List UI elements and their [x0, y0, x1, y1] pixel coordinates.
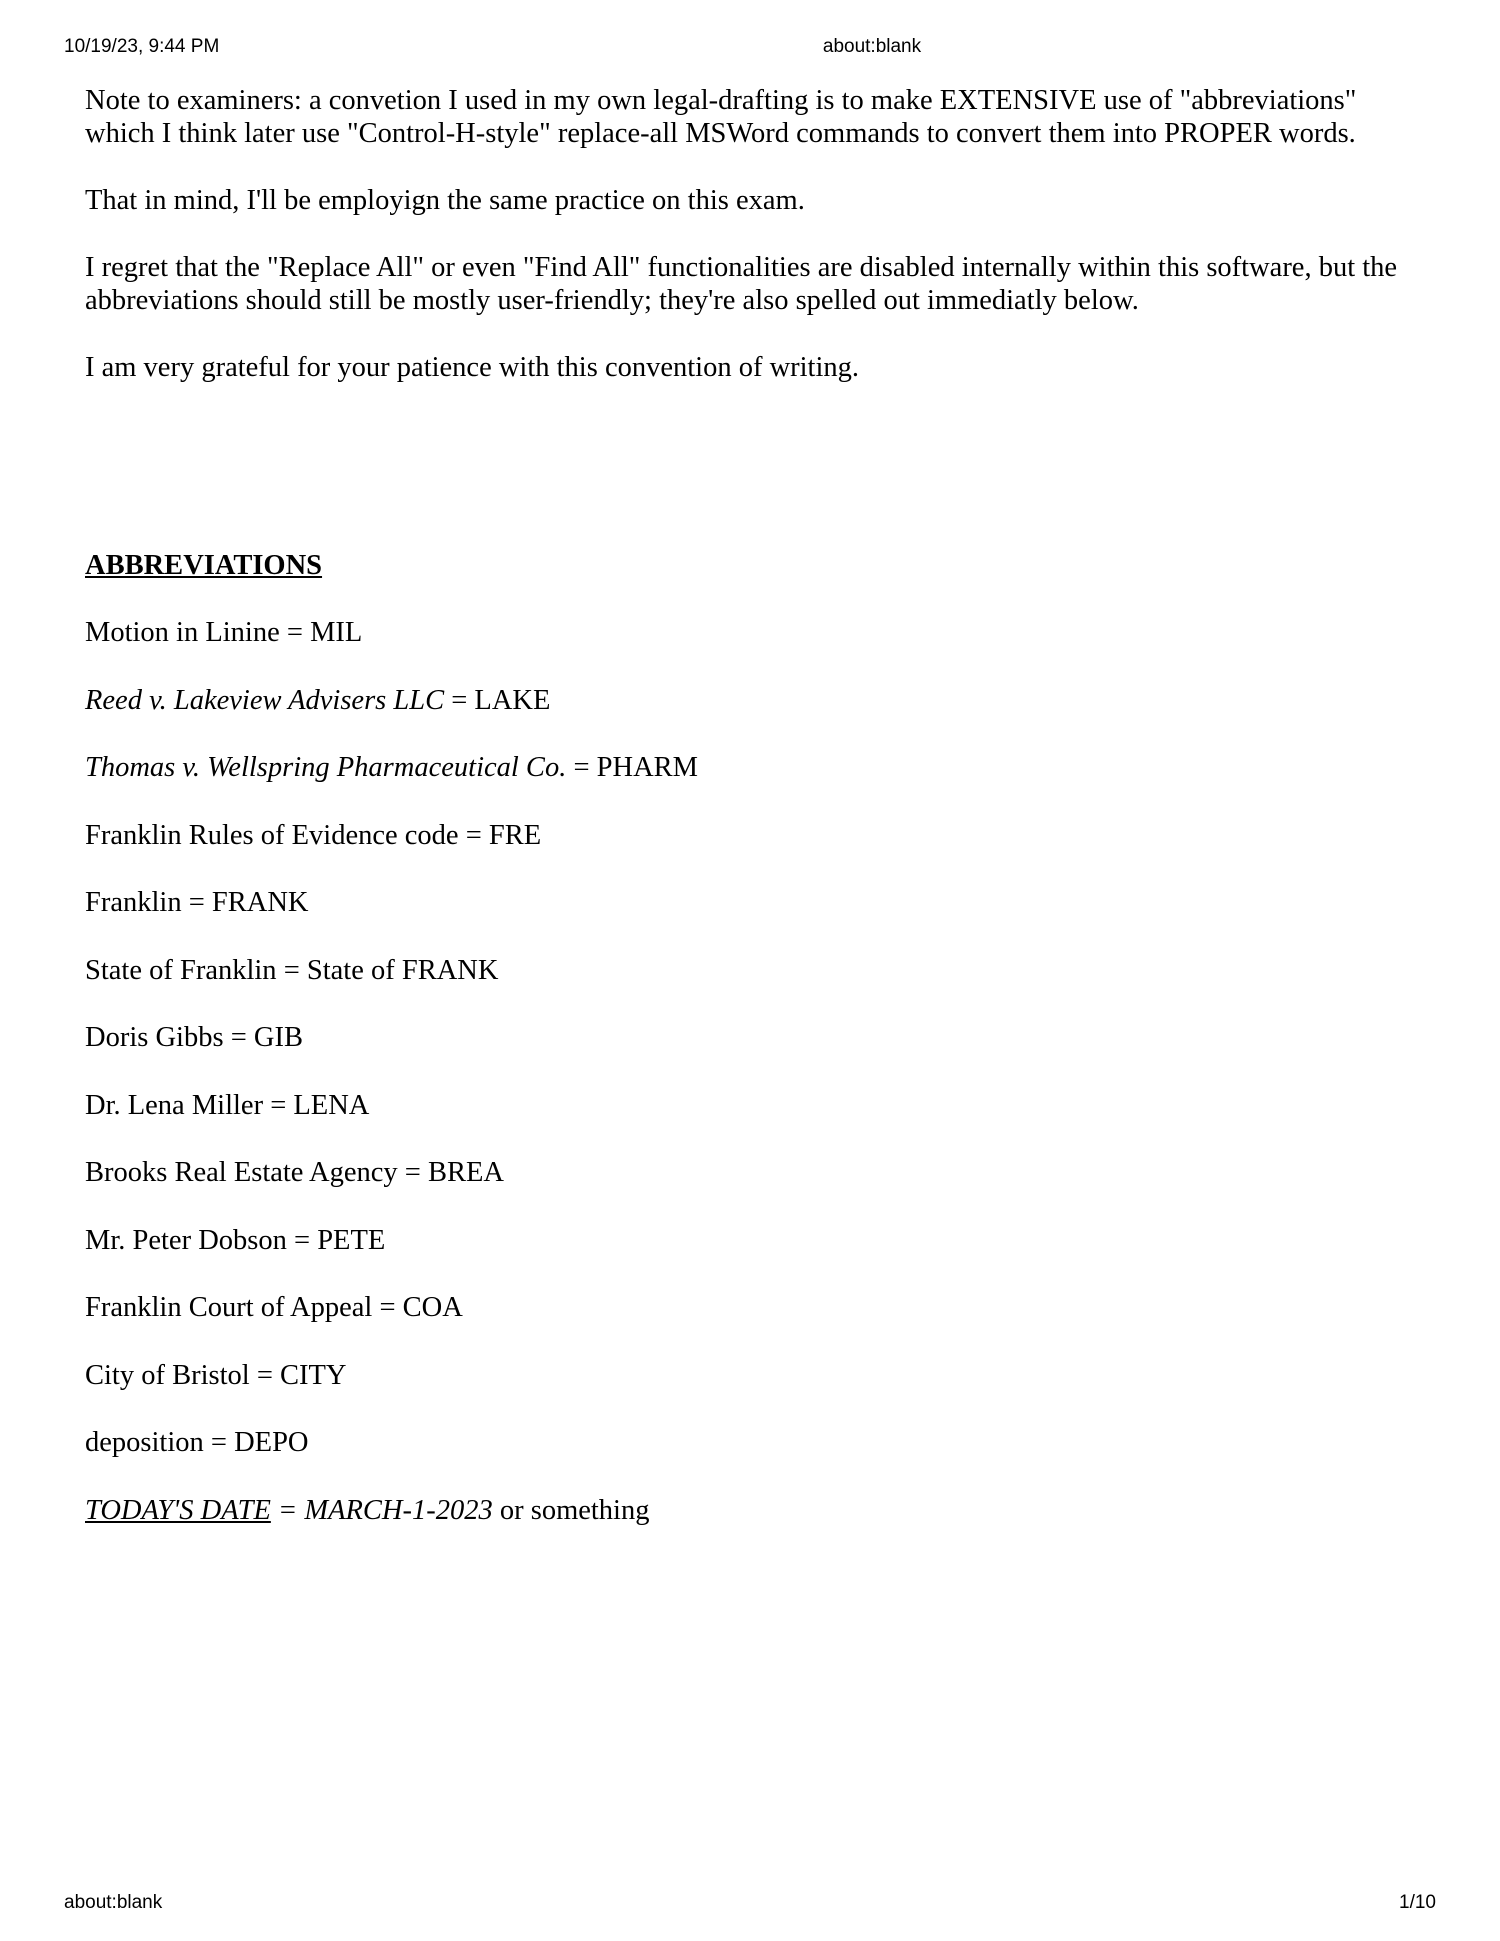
abbreviations-heading: ABBREVIATIONS	[85, 550, 323, 581]
page-number: 1/10	[1399, 1892, 1436, 1913]
abbreviation-item	[85, 954, 1425, 1022]
abbreviation-code: = State of FRANK	[276, 954, 499, 986]
abbreviation-term: Thomas v. Wellspring Pharmaceutical Co.	[85, 752, 567, 783]
print-footer	[0, 1892, 1500, 1916]
abbreviation-item	[85, 1291, 1425, 1359]
todays-date-label: TODAY'S DATE	[85, 1494, 271, 1526]
abbreviation-term: Mr. Peter Dobson	[85, 1224, 287, 1256]
intro-paragraph-2: That in mind, I'll be employign the same practice on this exam.	[85, 185, 805, 216]
abbreviation-term: Reed v. Lakeview Advisers LLC	[85, 684, 445, 716]
abbreviation-term: State of Franklin	[85, 954, 277, 986]
abbreviation-term: Dr. Lena Miller	[85, 1089, 264, 1121]
abbreviation-code: = PHARM	[566, 752, 699, 783]
todays-date-suffix: or something	[492, 1494, 650, 1526]
print-datetime: 10/19/23, 9:44 PM	[64, 36, 220, 57]
abbreviation-code: = COA	[372, 1292, 463, 1323]
abbreviation-code: = DEPO	[203, 1427, 309, 1458]
intro-paragraph-3: I regret that the "Replace All" or even "Find All" functionalities are disabled internally within this software, but the abbreviations should still be mostly user-friendly; they're also spelled out immediatly below.	[85, 252, 1398, 316]
print-header-url: about:blank	[822, 36, 922, 57]
abbreviation-term: deposition	[85, 1427, 204, 1458]
abbreviation-term: City of Bristol	[85, 1359, 250, 1391]
abbreviation-code: = CITY	[249, 1359, 347, 1391]
abbreviation-item	[85, 886, 1425, 954]
abbreviation-code: = LAKE	[444, 684, 551, 716]
abbreviation-term: Franklin	[85, 887, 182, 918]
abbreviation-item	[85, 684, 1425, 752]
abbreviation-code: = LENA	[263, 1089, 370, 1121]
abbreviation-item	[85, 1359, 1425, 1427]
abbreviation-term: Franklin Court of Appeal	[85, 1292, 373, 1323]
abbreviation-code: = GIB	[223, 1022, 303, 1053]
abbreviation-code: = MIL	[279, 617, 363, 648]
todays-date-value: = MARCH-1-2023	[270, 1494, 493, 1526]
abbreviation-code: = FRE	[458, 819, 542, 851]
abbreviation-term: Doris Gibbs	[85, 1022, 224, 1053]
print-header	[0, 36, 1500, 60]
intro-paragraph-1: Note to examiners: a convetion I used in my own legal-drafting is to make EXTENSIVE use of "abbreviations" which I think later use "Control-H-style" replace-all MSWord commands to convert them into PROPER words.	[85, 85, 1357, 149]
abbreviation-term: Motion in Linine	[85, 617, 280, 648]
print-footer-url: about:blank	[64, 1892, 163, 1913]
todays-date-line	[85, 1494, 1425, 1527]
abbreviation-item	[85, 1224, 1425, 1292]
abbreviations-list	[85, 616, 1425, 1494]
abbreviation-term: Brooks Real Estate Agency	[85, 1157, 398, 1188]
abbreviation-code: = BREA	[397, 1157, 504, 1188]
abbreviation-item	[85, 616, 1425, 684]
abbreviation-code: = FRANK	[181, 887, 309, 918]
abbreviation-item	[85, 1089, 1425, 1157]
abbreviation-item	[85, 751, 1425, 819]
abbreviation-item	[85, 1021, 1425, 1089]
intro-paragraph-4: I am very grateful for your patience with this convention of writing.	[85, 352, 860, 383]
abbreviation-item	[85, 1156, 1425, 1224]
abbreviation-term: Franklin Rules of Evidence code	[85, 819, 459, 851]
abbreviation-item	[85, 1426, 1425, 1494]
abbreviation-item	[85, 819, 1425, 887]
document-body	[85, 84, 1425, 1527]
abbreviation-code: = PETE	[286, 1224, 386, 1256]
